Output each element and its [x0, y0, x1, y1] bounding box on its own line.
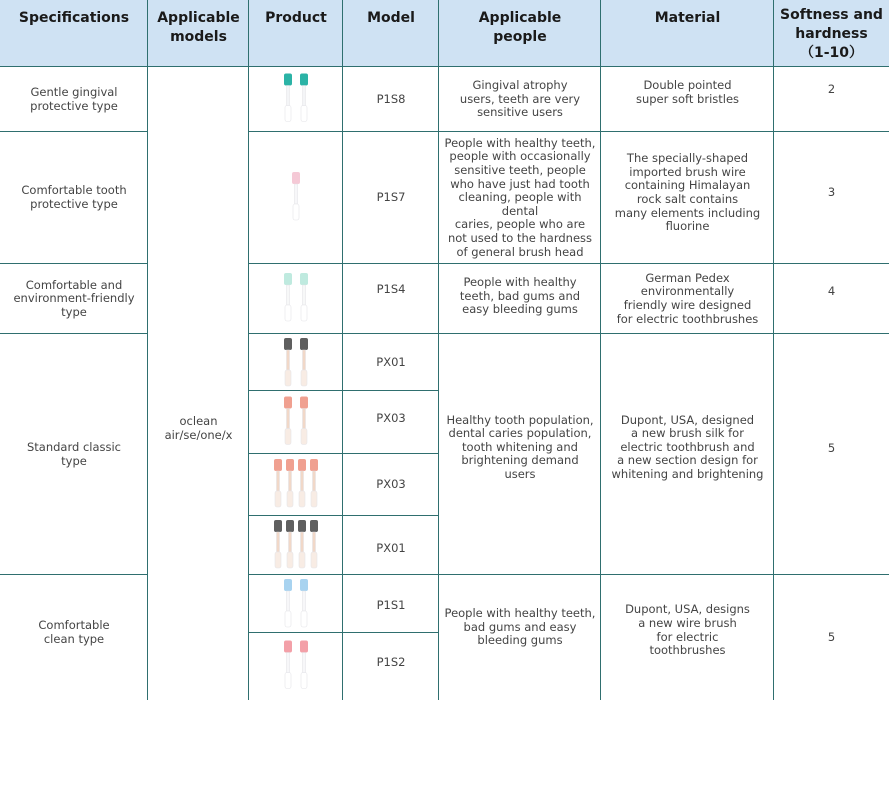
model-cell: PX03: [376, 477, 406, 492]
spec-gentle-gingival: Gentle gingival protective type: [30, 84, 118, 113]
header-applicable-people: Applicable people: [439, 0, 601, 67]
model-cell: P1S7: [376, 190, 406, 205]
brush-head-icon: [286, 520, 294, 568]
brush-heads-salmon-peach: [249, 391, 343, 454]
brush-head-icon: [286, 459, 294, 507]
header-specifications: Specifications: [0, 0, 148, 67]
grid-line: [0, 66, 889, 67]
brush-head-icon: [284, 338, 292, 386]
brush-head-icon: [300, 641, 308, 689]
product-cell: [249, 264, 343, 334]
grid-line: [600, 0, 601, 700]
product-cell: [249, 391, 343, 454]
softness-environment-friendly: 4: [827, 284, 836, 299]
grid-line: [438, 0, 439, 700]
brush-heads-mint-white: [249, 264, 343, 334]
people-comfortable-clean: People with healthy teeth, bad gums and easy bleeding gums: [444, 606, 596, 648]
people-standard-classic: Healthy tooth population, dental caries population, tooth whitening and brightening demand users: [446, 412, 594, 481]
header-material: Material: [601, 0, 774, 67]
brush-head-icon: [284, 579, 292, 627]
people-environment-friendly: People with healthy teeth, bad gums and easy bleeding gums: [459, 275, 581, 317]
grid-line: [249, 390, 439, 391]
header-product: Product: [249, 0, 343, 67]
brush-heads-teal-white: [249, 67, 343, 132]
brush-head-icon: [274, 459, 282, 507]
material-standard-classic: Dupont, USA, designed a new brush silk for electric toothbrush and a new section design for whitening and brightening: [611, 412, 764, 481]
product-cell: [249, 633, 343, 700]
grid-line: [0, 574, 148, 575]
brush-head-icon: [298, 520, 306, 568]
brush-head-icon: [300, 397, 308, 445]
softness-comfortable-clean: 5: [827, 629, 836, 644]
model-cell: P1S4: [376, 282, 406, 297]
brush-head-icon: [274, 520, 282, 568]
grid-line: [249, 263, 889, 264]
brush-head-icon: [284, 641, 292, 689]
brush-head-icon: [284, 74, 292, 122]
grid-line: [249, 333, 889, 334]
model-cell: P1S1: [376, 598, 406, 613]
grid-line: [248, 0, 249, 700]
brush-head-pink-white: [249, 132, 343, 264]
brush-head-icon: [298, 459, 306, 507]
brush-head-icon: [284, 397, 292, 445]
brush-heads-grey-peach: [249, 334, 343, 391]
product-cell: [249, 454, 343, 516]
brush-head-icon: [310, 459, 318, 507]
model-cell: PX03: [376, 410, 406, 425]
grid-line: [249, 453, 439, 454]
grid-line: [249, 515, 439, 516]
product-cell: [249, 67, 343, 132]
model-cell: PX01: [376, 354, 406, 369]
grid-line: [0, 333, 148, 334]
material-environment-friendly: German Pedex environmentally friendly wire designed for electric toothbrushes: [616, 270, 759, 326]
model-cell: P1S8: [376, 91, 406, 106]
people-comfortable-tooth: People with healthy teeth, people with occasionally sensitive teeth, people who have just had tooth cleaning, people with dental caries, people who are not used to the hardness of general brush head: [444, 135, 596, 259]
brush-head-icon: [284, 273, 292, 321]
brush-heads-blue-white: [249, 575, 343, 633]
grid-line: [773, 0, 774, 700]
brush-head-icon: [300, 74, 308, 122]
model-cell: PX01: [376, 541, 406, 556]
header-applicable-models: Applicable models: [148, 0, 249, 67]
grid-line: [147, 0, 148, 700]
people-gentle-gingival: Gingival atrophy users, teeth are very sensitive users: [459, 78, 581, 120]
spec-comfortable-tooth: Comfortable tooth protective type: [21, 183, 127, 211]
spec-standard-classic: Standard classic type: [26, 439, 122, 468]
brush-head-icon: [300, 338, 308, 386]
softness-gentle-gingival: 2: [827, 82, 836, 96]
grid-line: [249, 632, 439, 633]
product-cell: [249, 575, 343, 633]
brush-head-icon: [300, 579, 308, 627]
grid-line: [0, 131, 148, 132]
spec-comfortable-clean: Comfortable clean type: [38, 617, 110, 646]
brush-head-icon: [310, 520, 318, 568]
grid-line: [249, 131, 889, 132]
product-cell: [249, 334, 343, 391]
grid-line: [0, 263, 148, 264]
grid-line: [249, 574, 889, 575]
grid-line: [342, 0, 343, 700]
header-model: Model: [343, 0, 439, 67]
softness-standard-classic: 5: [827, 440, 836, 455]
header-softness: Softness and hardness （1-10）: [774, 0, 889, 67]
brush-heads-grey-peach-four: [249, 516, 343, 575]
material-comfortable-tooth: The specially-shaped imported brush wire containing Himalayan rock salt contains many elements including fluorine: [614, 151, 761, 234]
material-gentle-gingival: Double pointed super soft bristles: [635, 78, 740, 106]
brush-head-icon: [300, 273, 308, 321]
brush-heads-pink-white: [249, 633, 343, 700]
product-cell: [249, 132, 343, 264]
softness-comfortable-tooth: 3: [827, 185, 836, 200]
model-cell: P1S2: [376, 655, 406, 670]
material-comfortable-clean: Dupont, USA, designs a new wire brush for electric toothbrushes: [625, 602, 750, 658]
brush-head-icon: [292, 172, 300, 220]
spec-environment-friendly: Comfortable and environment-friendly type: [13, 277, 135, 319]
applicable-models-value: oclean air/se/one/x: [164, 414, 233, 442]
brush-heads-salmon-peach-four: [249, 454, 343, 516]
product-cell: [249, 516, 343, 575]
